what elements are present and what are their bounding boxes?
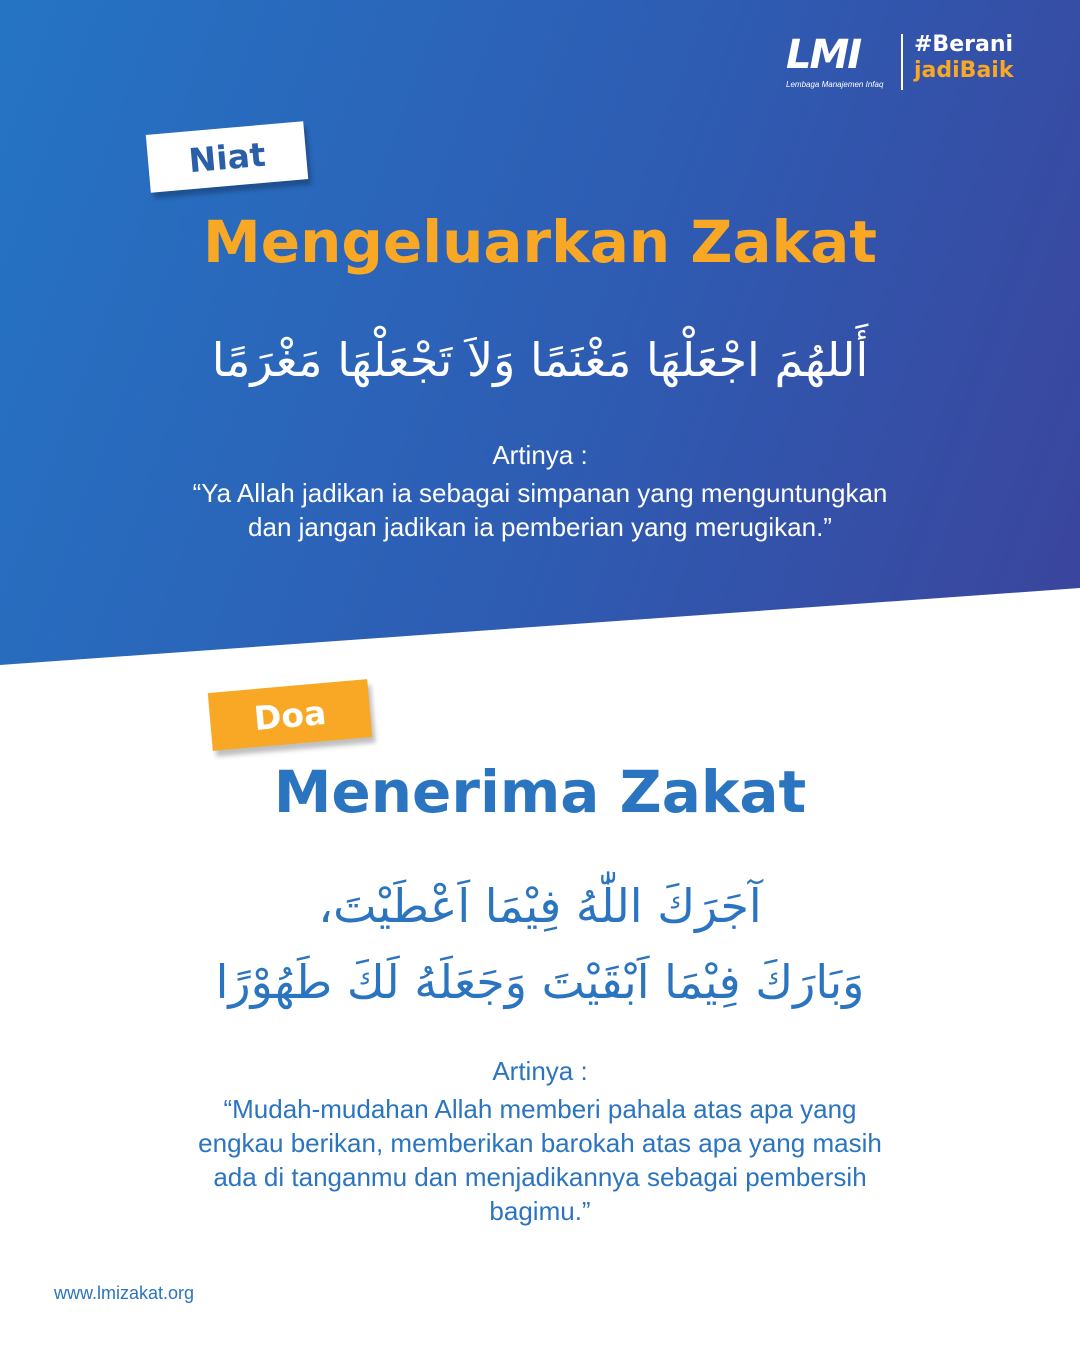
logo-divider bbox=[901, 34, 903, 90]
doa-meaning-line: engkau berikan, memberikan barokah atas apa yang masih bbox=[198, 1128, 882, 1158]
doa-title: Menerima Zakat bbox=[273, 758, 807, 826]
niat-label: Niat bbox=[146, 121, 308, 193]
tagline-line1: #Berani bbox=[914, 32, 1014, 57]
niat-meaning-line: dan jangan jadikan ia pemberian yang merugikan.” bbox=[248, 512, 832, 542]
brand-logo bbox=[782, 30, 1042, 110]
doa-meaning-line: ada di tanganmu dan menjadikannya sebagai pembersih bbox=[213, 1162, 867, 1192]
website-link[interactable]: www.lmizakat.org bbox=[54, 1283, 195, 1303]
doa-label: Doa bbox=[208, 679, 372, 751]
logo-subtitle: Lembaga Manajemen Infaq bbox=[786, 80, 884, 89]
doa-arabic-line: وَبَارَكَ فِيْمَا اَبْقَيْتَ وَجَعَلَهُ لَكَ طَهُوْرًا bbox=[215, 955, 865, 1009]
logo-text: LMI bbox=[786, 32, 861, 78]
doa-meaning-line: “Mudah-mudahan Allah memberi pahala atas apa yang bbox=[223, 1094, 857, 1124]
doa-arabic-line: آجَرَكَ اللّٰهُ فِيْمَا اَعْطَيْتَ، bbox=[318, 879, 762, 933]
doa-arabic-text bbox=[0, 868, 1080, 1020]
niat-meaning bbox=[100, 476, 980, 544]
doa-meaning-label: Artinya : bbox=[492, 1056, 588, 1086]
tagline-line2: jadiBaik bbox=[914, 58, 1014, 83]
lmi-logo-mark bbox=[782, 30, 902, 100]
doa-meaning bbox=[100, 1092, 980, 1228]
niat-arabic-text: أَللهُمَ اجْعَلْهَا مَغْنَمًا وَلاَ تَجْعَلْهَا مَغْرَمًا bbox=[211, 333, 869, 387]
doa-meaning-line: bagimu.” bbox=[489, 1196, 591, 1226]
niat-title: Mengeluarkan Zakat bbox=[203, 208, 877, 276]
niat-meaning-line: “Ya Allah jadikan ia sebagai simpanan yang menguntungkan bbox=[192, 478, 888, 508]
niat-meaning-label: Artinya : bbox=[492, 440, 588, 470]
